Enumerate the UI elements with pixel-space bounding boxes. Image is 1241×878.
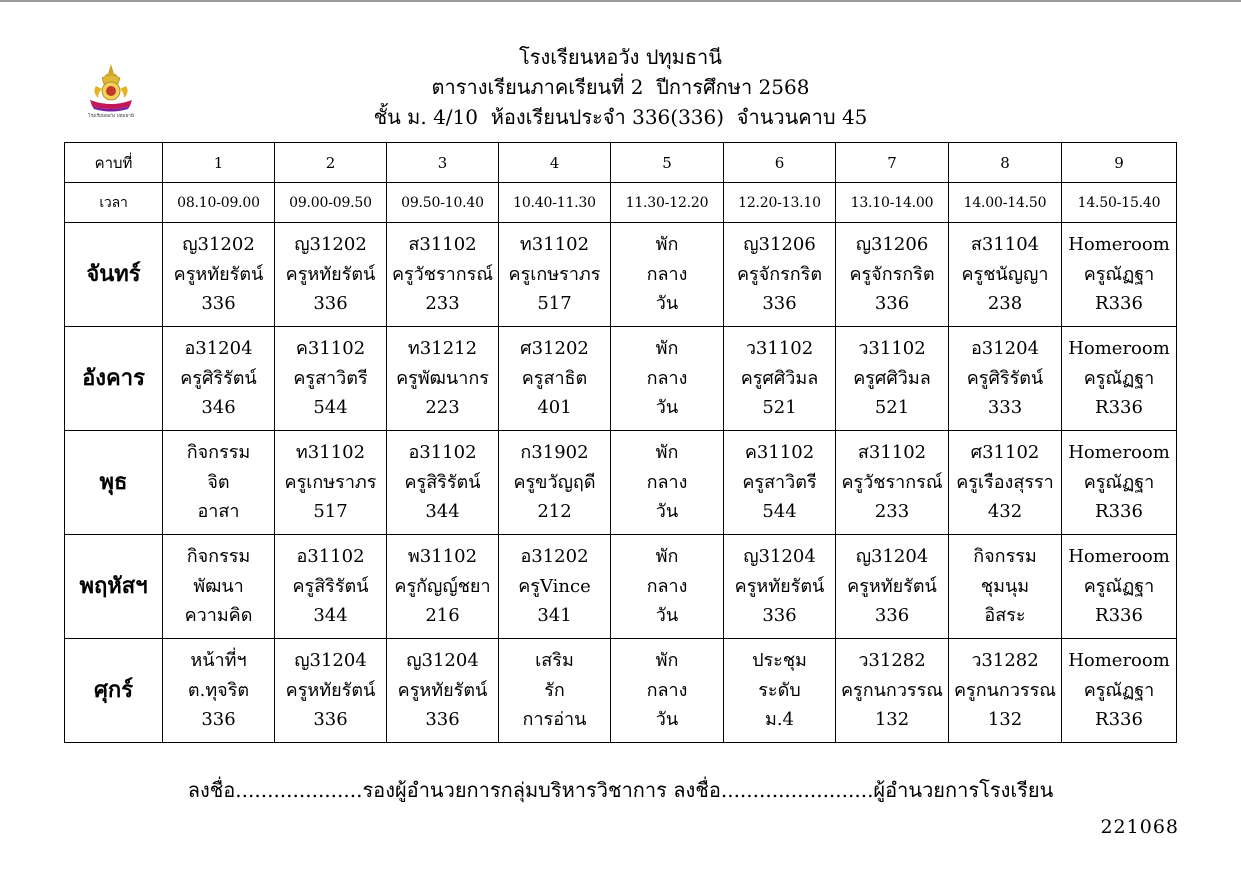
subject-code: Homeroom <box>1068 442 1170 464</box>
room-number: วัน <box>655 605 679 627</box>
period-label: คาบที่ <box>65 143 163 183</box>
subject-code: พ31102 <box>407 546 478 568</box>
schedule-cell <box>949 535 1062 639</box>
subject-code: อ31202 <box>520 546 589 568</box>
teacher-name: ครูเรืองสุรรา <box>956 471 1054 493</box>
schedule-cell <box>1062 223 1177 327</box>
period-number: 2 <box>275 143 387 183</box>
teacher-name: ครูหทัยรัตน์ <box>285 263 376 285</box>
schedule-cell <box>836 639 949 743</box>
schedule-cell <box>163 639 275 743</box>
schedule-cell <box>163 535 275 639</box>
subject-code: Homeroom <box>1068 234 1170 256</box>
room-number: 517 <box>537 293 572 315</box>
period-number: 9 <box>1062 143 1177 183</box>
period-number: 8 <box>949 143 1062 183</box>
subject-code: กิจกรรม <box>186 442 251 464</box>
subject-code: ว31102 <box>858 338 926 360</box>
room-number: ม.4 <box>764 709 795 731</box>
period-row <box>65 143 1177 183</box>
teacher-name: จิต <box>207 471 230 493</box>
subject-code: อ31102 <box>408 442 477 464</box>
room-number: วัน <box>655 293 679 315</box>
room-number: 346 <box>201 397 236 419</box>
room-number: 336 <box>762 605 797 627</box>
period-time: 12.20-13.10 <box>724 183 836 223</box>
teacher-name: ครูศศิวิมล <box>740 367 819 389</box>
teacher-name: ครูกนกวรรณ <box>841 679 943 701</box>
day-name: ศุกร์ <box>65 639 163 743</box>
teacher-name: ครูวัชรากรณ์ <box>841 471 943 493</box>
schedule-cell <box>836 535 949 639</box>
room-number: 212 <box>537 501 572 523</box>
teacher-name: ครูขวัญฤดี <box>513 471 596 493</box>
schedule-cell <box>163 223 275 327</box>
subject-code: ท31212 <box>407 338 478 360</box>
schedule-cell <box>499 327 611 431</box>
period-time: 10.40-11.30 <box>499 183 611 223</box>
subject-code: Homeroom <box>1068 338 1170 360</box>
subject-code: กิจกรรม <box>973 546 1037 568</box>
day-row <box>65 223 1177 327</box>
schedule-cell <box>611 431 724 535</box>
subject-code: พัก <box>655 650 679 672</box>
subject-code: ท31102 <box>519 234 590 256</box>
teacher-name: ครูศิริรัตน์ <box>966 367 1044 389</box>
period-number: 4 <box>499 143 611 183</box>
room-number: 336 <box>874 605 910 627</box>
teacher-name: กลาง <box>646 471 688 493</box>
teacher-name: ครูณัฏฐา <box>1083 367 1155 389</box>
teacher-name: ต.ทุจริต <box>187 679 250 701</box>
teacher-name: ครูกนกวรรณ <box>954 679 1056 701</box>
room-number: ความคิด <box>184 605 253 627</box>
schedule-cell <box>163 327 275 431</box>
teacher-name: ครูสาวิตรี <box>742 471 817 493</box>
period-time: 11.30-12.20 <box>611 183 724 223</box>
room-number: 336 <box>425 709 460 731</box>
teacher-name: ครูเกษราภร <box>284 471 377 493</box>
top-rule <box>0 0 1241 2</box>
room-number: 521 <box>762 397 797 419</box>
schedule-cell <box>275 639 387 743</box>
logo-caption: โรงเรียนหอวัง ปทุมธานี <box>88 114 134 118</box>
subject-code: อ31102 <box>296 546 365 568</box>
subject-code: พัก <box>655 442 679 464</box>
teacher-name: ครูหทัยรัตน์ <box>734 575 825 597</box>
teacher-name: ระดับ <box>758 679 801 701</box>
subject-code: ญ31204 <box>743 546 816 568</box>
subject-code: พัก <box>655 546 679 568</box>
day-row <box>65 327 1177 431</box>
teacher-name: ครูณัฏฐา <box>1083 471 1155 493</box>
schedule-cell <box>499 223 611 327</box>
day-name: จันทร์ <box>65 223 163 327</box>
teacher-name: ครูสิริรัตน์ <box>404 471 481 493</box>
subject-code: พัก <box>655 234 679 256</box>
teacher-name: ครูศิริรัตน์ <box>180 367 257 389</box>
teacher-name: รัก <box>544 679 565 701</box>
teacher-name: ครูหทัยรัตน์ <box>397 679 488 701</box>
subject-code: พัก <box>655 338 679 360</box>
subject-code: ท31102 <box>295 442 366 464</box>
schedule-cell <box>387 327 499 431</box>
room-number: 336 <box>201 709 236 731</box>
timetable <box>64 142 1177 743</box>
subject-code: ศ31202 <box>520 338 589 360</box>
schedule-cell <box>387 431 499 535</box>
room-number: R336 <box>1095 501 1143 523</box>
period-time: 14.50-15.40 <box>1062 183 1177 223</box>
period-number: 6 <box>724 143 836 183</box>
period-number: 1 <box>163 143 275 183</box>
subject-code: ญ31204 <box>855 546 929 568</box>
room-number: 517 <box>313 501 348 523</box>
room-number: 132 <box>874 709 910 731</box>
schedule-cell <box>724 535 836 639</box>
teacher-name: ครูสาธิต <box>521 367 588 389</box>
subject-code: ญ31204 <box>294 650 367 672</box>
period-time: 13.10-14.00 <box>836 183 949 223</box>
schedule-cell <box>611 223 724 327</box>
document-header <box>0 42 1241 132</box>
period-number: 3 <box>387 143 499 183</box>
day-row <box>65 535 1177 639</box>
schedule-cell <box>499 535 611 639</box>
room-number: 238 <box>987 293 1023 315</box>
room-number: 401 <box>537 397 572 419</box>
period-number: 7 <box>836 143 949 183</box>
room-number: 336 <box>313 709 348 731</box>
teacher-name: ครูสิริรัตน์ <box>292 575 369 597</box>
subject-code: อ31204 <box>184 338 253 360</box>
subject-code: หน้าที่ฯ <box>190 650 247 672</box>
teacher-name: ครูหทัยรัตน์ <box>847 575 937 597</box>
schedule-cell <box>1062 431 1177 535</box>
room-number: อิสระ <box>984 605 1026 627</box>
teacher-name: ครูณัฏฐา <box>1083 679 1155 701</box>
subject-code: ส31104 <box>970 234 1040 256</box>
schedule-cell <box>836 327 949 431</box>
room-number: 544 <box>313 397 348 419</box>
period-time: 08.10-09.00 <box>163 183 275 223</box>
room-number: อาสา <box>197 501 240 523</box>
schedule-cell <box>275 535 387 639</box>
room-number: 521 <box>874 397 910 419</box>
room-number: 333 <box>987 397 1023 419</box>
time-row <box>65 183 1177 223</box>
schedule-cell <box>387 223 499 327</box>
room-number: R336 <box>1095 397 1143 419</box>
room-number: 544 <box>762 501 797 523</box>
subject-code: ส31102 <box>408 234 477 256</box>
schedule-cell <box>387 535 499 639</box>
teacher-name: ครูพัฒนากร <box>396 367 489 389</box>
subject-code: กิจกรรม <box>186 546 251 568</box>
schedule-cell <box>275 223 387 327</box>
schedule-cell <box>836 223 949 327</box>
day-row <box>65 639 1177 743</box>
subject-code: ว31102 <box>745 338 814 360</box>
room-number: 132 <box>987 709 1023 731</box>
subject-code: ค31102 <box>744 442 815 464</box>
schedule-cell <box>275 327 387 431</box>
subject-code: ค31102 <box>295 338 366 360</box>
teacher-name: ครูณัฏฐา <box>1083 575 1155 597</box>
room-number: 223 <box>425 397 460 419</box>
schedule-cell <box>1062 535 1177 639</box>
class-info: ชั้น ม. 4/10 ห้องเรียนประจำ 336(336) จำนวนคาบ 45 <box>373 105 868 129</box>
teacher-name: ครูกัญญ์ชยา <box>394 575 491 597</box>
teacher-name: กลาง <box>646 679 688 701</box>
room-number: 336 <box>762 293 797 315</box>
teacher-name: ครูหทัยรัตน์ <box>285 679 376 701</box>
room-number: 341 <box>537 605 572 627</box>
teacher-name: ครูวัชรากรณ์ <box>391 263 494 285</box>
subject-code: เสริม <box>535 650 574 672</box>
schedule-cell <box>1062 639 1177 743</box>
room-number: 233 <box>425 293 460 315</box>
day-name: พฤหัสฯ <box>65 535 163 639</box>
schedule-cell <box>949 431 1062 535</box>
period-time: 09.50-10.40 <box>387 183 499 223</box>
term-title: ตารางเรียนภาคเรียนที่ 2 ปีการศึกษา 2568 <box>431 75 810 99</box>
room-number: 336 <box>201 293 236 315</box>
schedule-cell <box>499 431 611 535</box>
schedule-cell <box>163 431 275 535</box>
school-name: โรงเรียนหอวัง ปทุมธานี <box>519 45 722 69</box>
teacher-name: ครูเกษราภร <box>508 263 601 285</box>
schedule-cell <box>949 639 1062 743</box>
subject-code: ส31102 <box>857 442 927 464</box>
subject-code: ศ31102 <box>970 442 1040 464</box>
teacher-name: ครูศศิวิมล <box>853 367 931 389</box>
subject-code: Homeroom <box>1068 650 1170 672</box>
room-number: R336 <box>1095 605 1143 627</box>
room-number: การอ่าน <box>522 709 587 731</box>
day-name: พุธ <box>65 431 163 535</box>
subject-code: ญ31206 <box>855 234 929 256</box>
teacher-name: ครูจักรกริต <box>849 263 935 285</box>
subject-code: ประชุม <box>752 650 807 672</box>
schedule-cell <box>611 639 724 743</box>
schedule-cell <box>611 535 724 639</box>
teacher-name: ครูชนัญญา <box>961 263 1049 285</box>
schedule-cell <box>724 431 836 535</box>
teacher-name: ครูจักรกริต <box>736 263 823 285</box>
document-code: 221068 <box>1100 816 1179 838</box>
subject-code: อ31204 <box>970 338 1040 360</box>
room-number: R336 <box>1095 709 1143 731</box>
subject-code: Homeroom <box>1068 546 1170 568</box>
schedule-cell <box>499 639 611 743</box>
room-number: วัน <box>655 501 679 523</box>
subject-code: ก31902 <box>520 442 589 464</box>
teacher-name: พัฒนา <box>193 575 244 597</box>
room-number: 336 <box>313 293 348 315</box>
schedule-cell <box>724 639 836 743</box>
period-time: 09.00-09.50 <box>275 183 387 223</box>
room-number: 336 <box>874 293 910 315</box>
teacher-name: กลาง <box>646 575 688 597</box>
room-number: วัน <box>655 709 679 731</box>
time-label: เวลา <box>65 183 163 223</box>
teacher-name: ครูVince <box>518 575 591 597</box>
teacher-name: ครูหทัยรัตน์ <box>173 263 264 285</box>
day-row <box>65 431 1177 535</box>
room-number: วัน <box>655 397 679 419</box>
schedule-cell <box>949 223 1062 327</box>
subject-code: ญ31202 <box>182 234 255 256</box>
room-number: 233 <box>874 501 910 523</box>
day-name: อังคาร <box>65 327 163 431</box>
teacher-name: ครูณัฏฐา <box>1083 263 1155 285</box>
room-number: 344 <box>313 605 348 627</box>
schedule-cell <box>1062 327 1177 431</box>
schedule-cell <box>949 327 1062 431</box>
subject-code: ว31282 <box>971 650 1039 672</box>
subject-code: ญ31202 <box>294 234 367 256</box>
teacher-name: กลาง <box>646 263 688 285</box>
schedule-cell <box>387 639 499 743</box>
teacher-name: ครูสาวิตรี <box>293 367 368 389</box>
period-number: 5 <box>611 143 724 183</box>
room-number: 216 <box>425 605 460 627</box>
schedule-cell <box>724 223 836 327</box>
signature-line: ลงชื่อ....................รองผู้อำนวยการกลุ่มบริหารวิชาการ ลงชื่อ........................ผู้อำนวยการโรงเรียน <box>187 778 1054 802</box>
room-number: 344 <box>425 501 460 523</box>
subject-code: ญ31204 <box>406 650 479 672</box>
subject-code: ญ31206 <box>743 234 816 256</box>
room-number: 432 <box>987 501 1023 523</box>
subject-code: ว31282 <box>858 650 926 672</box>
period-time: 14.00-14.50 <box>949 183 1062 223</box>
schedule-cell <box>611 327 724 431</box>
schedule-cell <box>836 431 949 535</box>
room-number: R336 <box>1095 293 1143 315</box>
schedule-cell <box>275 431 387 535</box>
schedule-cell <box>724 327 836 431</box>
teacher-name: กลาง <box>646 367 688 389</box>
teacher-name: ชุมนุม <box>980 575 1030 597</box>
